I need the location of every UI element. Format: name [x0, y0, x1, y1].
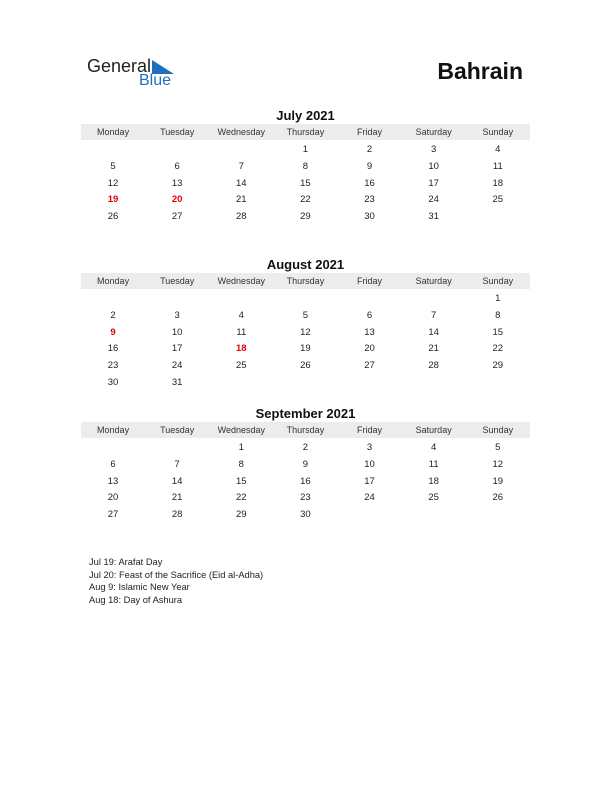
day-cell: 8	[495, 309, 501, 321]
day-cell: 28	[171, 509, 183, 521]
day-cell: 18	[236, 343, 247, 355]
day-cell: 29	[492, 360, 504, 372]
day-cell: 10	[428, 160, 439, 172]
day-cell: 23	[364, 194, 375, 206]
day-cell: 21	[171, 492, 183, 504]
day-cell: 21	[236, 194, 247, 206]
day-cell	[402, 375, 466, 392]
day-cell: 8	[238, 458, 244, 470]
weekday-header: Sunday	[482, 276, 514, 286]
day-cell: 5	[302, 309, 309, 321]
week-row	[81, 142, 530, 159]
week-row	[81, 375, 530, 392]
day-cell: 12	[300, 326, 311, 338]
day-cell: 5	[495, 442, 501, 453]
logo-blue-text: Blue	[139, 72, 172, 89]
day-cell: 18	[428, 475, 439, 487]
day-cell: 23	[300, 492, 311, 504]
day-cell: 9	[110, 326, 116, 338]
day-cell	[81, 291, 145, 308]
month-title: September 2021	[255, 406, 356, 421]
weekday-header: Saturday	[415, 127, 452, 137]
logo	[87, 56, 187, 92]
holiday-item: Jul 20: Feast of the Sacrifice (Eid al-Adha)	[89, 569, 264, 580]
weekday-header: Friday	[357, 127, 383, 137]
day-cell: 29	[300, 211, 311, 223]
day-cell: 25	[236, 360, 247, 372]
day-cell: 14	[171, 475, 183, 487]
day-cell	[466, 375, 530, 392]
day-cell: 2	[110, 309, 116, 321]
day-cell: 16	[107, 343, 119, 355]
week-row	[81, 325, 530, 342]
day-cell: 29	[236, 509, 247, 521]
day-cell: 9	[366, 160, 373, 172]
day-cell: 3	[174, 309, 180, 321]
day-cell: 28	[236, 211, 247, 223]
day-cell	[209, 375, 273, 392]
weekday-header: Friday	[357, 276, 383, 286]
day-cell: 15	[492, 326, 504, 338]
holiday-list	[89, 556, 263, 606]
day-cell: 27	[364, 360, 375, 372]
holiday-item: Aug 9: Islamic New Year	[89, 582, 190, 592]
weekday-header: Tuesday	[160, 425, 195, 435]
day-cell: 24	[428, 194, 439, 206]
day-cell: 26	[107, 211, 119, 223]
day-cell: 25	[492, 194, 504, 206]
month-title: July 2021	[276, 108, 335, 123]
country-title: Bahrain	[437, 58, 523, 84]
week-row	[81, 507, 530, 524]
day-cell: 2	[302, 442, 309, 453]
day-cell	[338, 375, 402, 392]
day-cell: 3	[431, 144, 437, 155]
weekday-header: Thursday	[286, 127, 325, 137]
day-cell: 31	[171, 376, 183, 388]
day-cell: 20	[171, 194, 183, 206]
week-row	[81, 159, 530, 176]
week-row	[81, 291, 530, 308]
day-cell: 11	[236, 326, 247, 338]
day-cell: 31	[428, 211, 439, 223]
day-cell: 14	[236, 177, 247, 189]
week-row	[81, 176, 530, 193]
day-cell	[145, 291, 209, 308]
day-cell	[145, 142, 209, 159]
day-cell	[402, 291, 466, 308]
day-cell: 6	[366, 309, 373, 321]
weekday-header: Monday	[97, 276, 130, 286]
day-cell: 5	[110, 160, 116, 172]
day-cell: 17	[428, 177, 439, 189]
day-cell	[145, 440, 209, 457]
day-cell: 19	[492, 475, 504, 487]
week-row	[81, 457, 530, 474]
week-row	[81, 474, 530, 491]
day-cell	[273, 291, 337, 308]
day-cell: 13	[107, 475, 119, 487]
day-cell	[466, 507, 530, 524]
day-cell: 4	[495, 144, 501, 155]
day-cell: 15	[300, 177, 311, 189]
weekday-header: Sunday	[482, 127, 514, 137]
weekday-header: Saturday	[415, 425, 452, 435]
day-cell: 22	[236, 492, 247, 504]
day-cell: 17	[364, 475, 375, 487]
weekday-header: Saturday	[415, 276, 452, 286]
day-cell: 22	[300, 194, 311, 206]
day-cell: 14	[428, 326, 439, 338]
week-row	[81, 358, 530, 375]
weekday-header-row	[81, 273, 530, 289]
day-cell: 4	[238, 309, 244, 321]
day-cell: 6	[174, 160, 180, 172]
week-row	[81, 490, 530, 507]
weekday-header: Wednesday	[217, 276, 265, 286]
day-cell: 26	[492, 492, 504, 504]
day-cell: 12	[492, 458, 504, 470]
day-cell: 1	[302, 144, 309, 155]
month-july	[81, 107, 530, 226]
day-cell: 21	[428, 343, 439, 355]
day-cell	[402, 507, 466, 524]
weekday-header: Wednesday	[217, 425, 265, 435]
day-cell: 18	[492, 177, 504, 189]
day-cell: 25	[428, 492, 439, 504]
day-cell: 1	[238, 442, 244, 453]
day-cell: 13	[171, 177, 183, 189]
day-cell: 9	[302, 458, 309, 470]
day-cell	[466, 209, 530, 226]
day-cell: 16	[300, 475, 311, 487]
day-cell	[81, 440, 145, 457]
day-cell: 19	[107, 194, 119, 206]
day-cell: 27	[107, 509, 119, 521]
day-cell: 16	[364, 177, 375, 189]
logo-general-text: General	[87, 56, 152, 76]
day-cell: 17	[171, 343, 183, 355]
day-cell: 26	[300, 360, 311, 372]
week-row	[81, 192, 530, 209]
day-cell: 10	[171, 326, 183, 338]
day-cell: 20	[364, 343, 375, 355]
day-cell	[209, 142, 273, 159]
weekday-header-row	[81, 422, 530, 438]
week-row	[81, 209, 530, 226]
weekday-header: Tuesday	[160, 127, 195, 137]
weekday-header: Monday	[97, 127, 130, 137]
weekday-header: Tuesday	[160, 276, 195, 286]
week-row	[81, 341, 530, 358]
holiday-item: Aug 18: Day of Ashura	[89, 594, 183, 605]
weekday-header: Monday	[97, 425, 130, 435]
weekday-header: Thursday	[286, 276, 325, 286]
day-cell: 30	[107, 376, 119, 388]
day-cell: 6	[110, 458, 116, 470]
day-cell: 27	[171, 211, 183, 223]
day-cell: 4	[431, 442, 437, 453]
day-cell: 8	[302, 160, 309, 172]
day-cell: 11	[492, 160, 503, 172]
day-cell	[338, 291, 402, 308]
day-cell	[273, 375, 337, 392]
day-cell: 13	[364, 326, 375, 338]
weekday-header: Friday	[357, 425, 383, 435]
day-cell: 24	[364, 492, 375, 504]
day-cell: 28	[428, 360, 439, 372]
day-cell: 22	[492, 343, 504, 355]
day-cell	[209, 291, 273, 308]
day-cell: 24	[171, 360, 183, 372]
day-cell: 12	[107, 177, 119, 189]
month-august	[81, 256, 530, 392]
day-cell: 20	[107, 492, 119, 504]
day-cell: 19	[300, 343, 311, 355]
day-cell: 2	[366, 144, 373, 155]
weekday-header: Wednesday	[217, 127, 265, 137]
day-cell: 1	[495, 293, 501, 304]
day-cell: 30	[300, 509, 311, 521]
weekday-header-row	[81, 124, 530, 140]
week-row	[81, 308, 530, 325]
day-cell: 7	[238, 160, 244, 172]
holiday-item: Jul 19: Arafat Day	[89, 557, 163, 567]
day-cell	[81, 142, 145, 159]
week-row	[81, 440, 530, 457]
day-cell: 15	[236, 475, 247, 487]
day-cell: 3	[366, 442, 373, 453]
month-title: August 2021	[266, 257, 345, 272]
day-cell	[338, 507, 402, 524]
day-cell: 7	[174, 458, 180, 470]
weekday-header: Thursday	[286, 425, 325, 435]
month-september	[81, 405, 530, 524]
day-cell: 23	[107, 360, 119, 372]
day-cell: 30	[364, 211, 375, 223]
day-cell: 11	[428, 458, 439, 470]
day-cell: 7	[431, 309, 437, 321]
weekday-header: Sunday	[482, 425, 514, 435]
day-cell: 10	[364, 458, 375, 470]
